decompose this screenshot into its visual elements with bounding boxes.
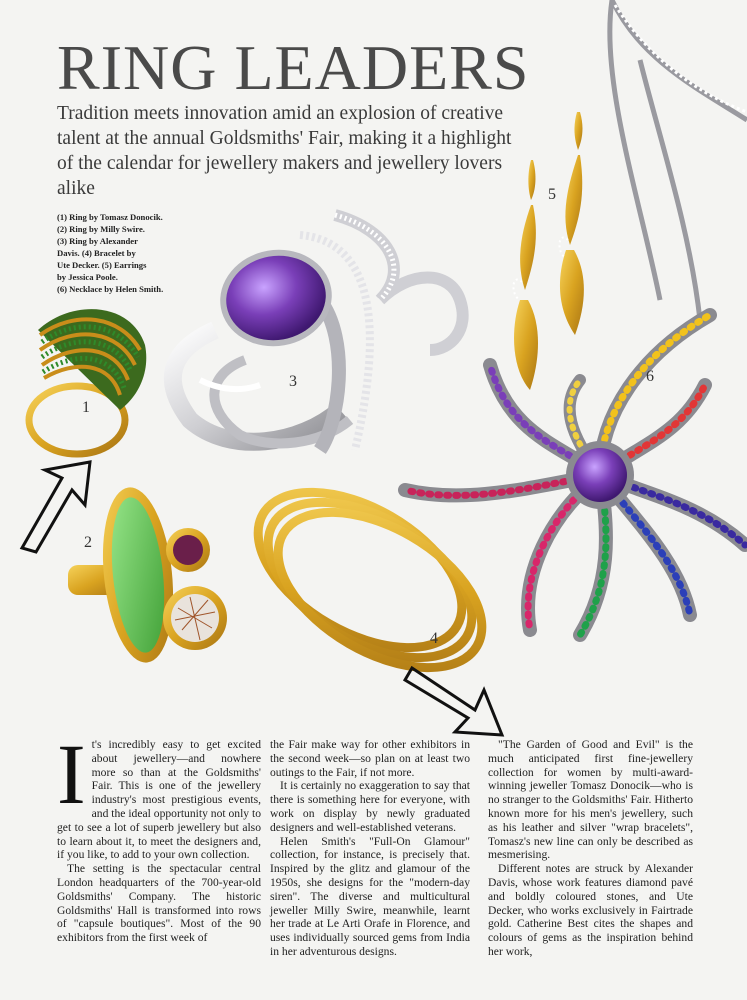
earrings (514, 112, 584, 390)
credit-line: (3) Ring by Alexander (57, 236, 138, 246)
paragraph: It is certainly no exaggeration to say that there is something here for everyone, with work on display by newly graduated designers and well-established veterans. (270, 779, 470, 834)
figure-number-4: 4 (430, 630, 438, 647)
paragraph: The setting is the spectacular central London headquarters of the 700-year-old Goldsmiths' Company. The historic Goldsmiths' Hall is transformed into rows of "capsule boutiques". Most of the 90 exhibitors from the first week of (57, 862, 261, 945)
article-column-2 (270, 738, 470, 959)
paragraph: "The Garden of Good and Evil" is the much anticipated first fine-jewellery collection for women by multi-award-winning jeweller Tomasz Donocik—who is no stranger to the Goldsmiths' Fair. Hitherto known more for his men's jewellery, such as his leather and silver "wrap bracelets", Tomasz's new line can only be described as mesmerising. (488, 738, 693, 862)
figure-number-5: 5 (548, 186, 556, 203)
credit-line: (6) Necklace by Helen Smith. (57, 284, 164, 294)
article-column-3 (488, 738, 693, 959)
credit-line: (1) Ring by Tomasz Donocik. (57, 212, 163, 222)
credit-line: (2) Ring by Milly Swire. (57, 224, 145, 234)
figure-number-2: 2 (84, 534, 92, 551)
figure-number-6: 6 (646, 368, 654, 385)
paragraph: Different notes are struck by Alexander Davis, whose work features diamond pavé and boldly coloured stones, and Ute Decker, who works exclusively in Fairtrade gold. Catherine Best cites the shapes and colours of gems as the inspiration behind her work, (488, 862, 693, 958)
figure-number-1: 1 (82, 399, 90, 416)
credit-line: by Jessica Poole. (57, 272, 118, 282)
diamond-chain (615, 5, 747, 112)
dome-ring (29, 309, 146, 454)
paragraph: t's incredibly easy to get excited about jewellery—and nowhere more so than at the Goldsmiths' Fair. This is one of the jewellery industry's most prestigious events, and the ideal opportunity not only to get to see a lot of superb jewellery but also to learn about it, to meet the designers and, if you like, to add to your own collection. (57, 738, 262, 862)
paragraph: the Fair make way for other exhibitors in the second week—so plan on at least two outings to the Fair, if not more. (270, 738, 470, 779)
necklace-chain (610, 0, 747, 320)
jade-ring (68, 484, 227, 666)
standfirst: Tradition meets innovation amid an explosion of creative talent at the annual Goldsmiths' Fair, making it a highlight of the calendar for jewellery makers and jewellery lovers alike (57, 103, 512, 199)
credit-line: Ute Decker. (5) Earrings (57, 260, 147, 270)
drawn-arrow-2 (405, 668, 502, 735)
paragraph: Helen Smith's "Full-On Glamour" collection, for instance, is precisely that. Inspired by the glitz and glamour of the 1950s, she designs for the "modern-day siren". The diverse and multicultural jeweller Milly Swire, meanwhile, learnt her trade at Le Arti Orafe in Florence, and uses individually sourced gems from India in her adventurous designs. (270, 834, 470, 958)
article-column-1 (57, 726, 262, 945)
drop-cap: I (57, 726, 86, 822)
credit-line: Davis. (4) Bracelet by (57, 248, 136, 258)
figure-number-3: 3 (289, 373, 297, 390)
headline: RING LEADERS (57, 32, 530, 103)
amethyst-ring (173, 215, 463, 450)
drawn-arrow-1 (22, 462, 90, 552)
